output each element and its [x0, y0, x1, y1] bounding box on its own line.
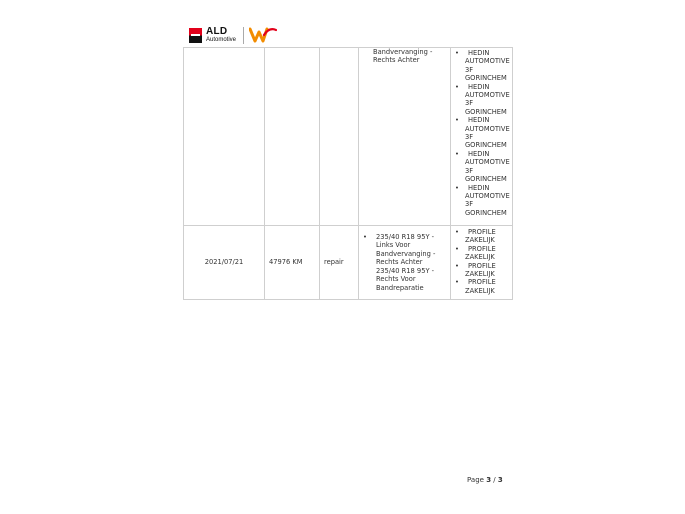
garage-cell: [451, 48, 513, 226]
action-text: Bandvervanging - Rechts Achter: [373, 48, 433, 65]
action-item: • 235/40 R18 95Y - Links Voor Bandvervanging - Rechts Achter 235/40 R18 95Y - Rechts Voor Bandreparatie: [359, 233, 450, 292]
garage-item: • HEDIN AUTOMOTIVE 3F GORINCHEM: [451, 116, 497, 150]
current-page: 3: [486, 476, 492, 484]
ald-logo-name: ALD: [206, 26, 228, 37]
garage-item: • HEDIN AUTOMOTIVE 3F GORINCHEM: [451, 49, 497, 83]
table-row: [184, 48, 513, 226]
ald-logo-square: [189, 28, 202, 43]
logo-divider: [243, 27, 244, 44]
garage-item: • PROFILE ZAKELIJK: [451, 278, 497, 295]
garage-item: • HEDIN AUTOMOTIVE 3F GORINCHEM: [451, 150, 497, 184]
garage-item: • PROFILE ZAKELIJK: [451, 245, 497, 262]
type-cell: [320, 48, 359, 226]
maintenance-history-table: [183, 47, 513, 300]
actions-cell: [359, 48, 451, 226]
garage-item: • PROFILE ZAKELIJK: [451, 228, 497, 245]
garage-item: • HEDIN AUTOMOTIVE 3F GORINCHEM: [451, 184, 497, 218]
total-pages: 3: [497, 476, 503, 484]
actions-cell: [359, 226, 451, 300]
table-row: [184, 226, 513, 300]
type-cell: repair: [320, 226, 359, 300]
page-label: Page: [467, 476, 484, 484]
garage-item: • PROFILE ZAKELIJK: [451, 262, 497, 279]
leaseplan-logo-icon: [249, 26, 277, 43]
page-separator: /: [493, 476, 496, 484]
mileage-cell: [265, 48, 320, 226]
garage-cell: [451, 226, 513, 300]
page-footer: [467, 476, 503, 484]
ald-logo-subtitle: Automotive: [206, 37, 237, 43]
date-cell: 2021/07/21: [184, 226, 265, 300]
date-cell: [184, 48, 265, 226]
mileage-cell: 47976 KM: [265, 226, 320, 300]
garage-item: • HEDIN AUTOMOTIVE 3F GORINCHEM: [451, 83, 497, 117]
